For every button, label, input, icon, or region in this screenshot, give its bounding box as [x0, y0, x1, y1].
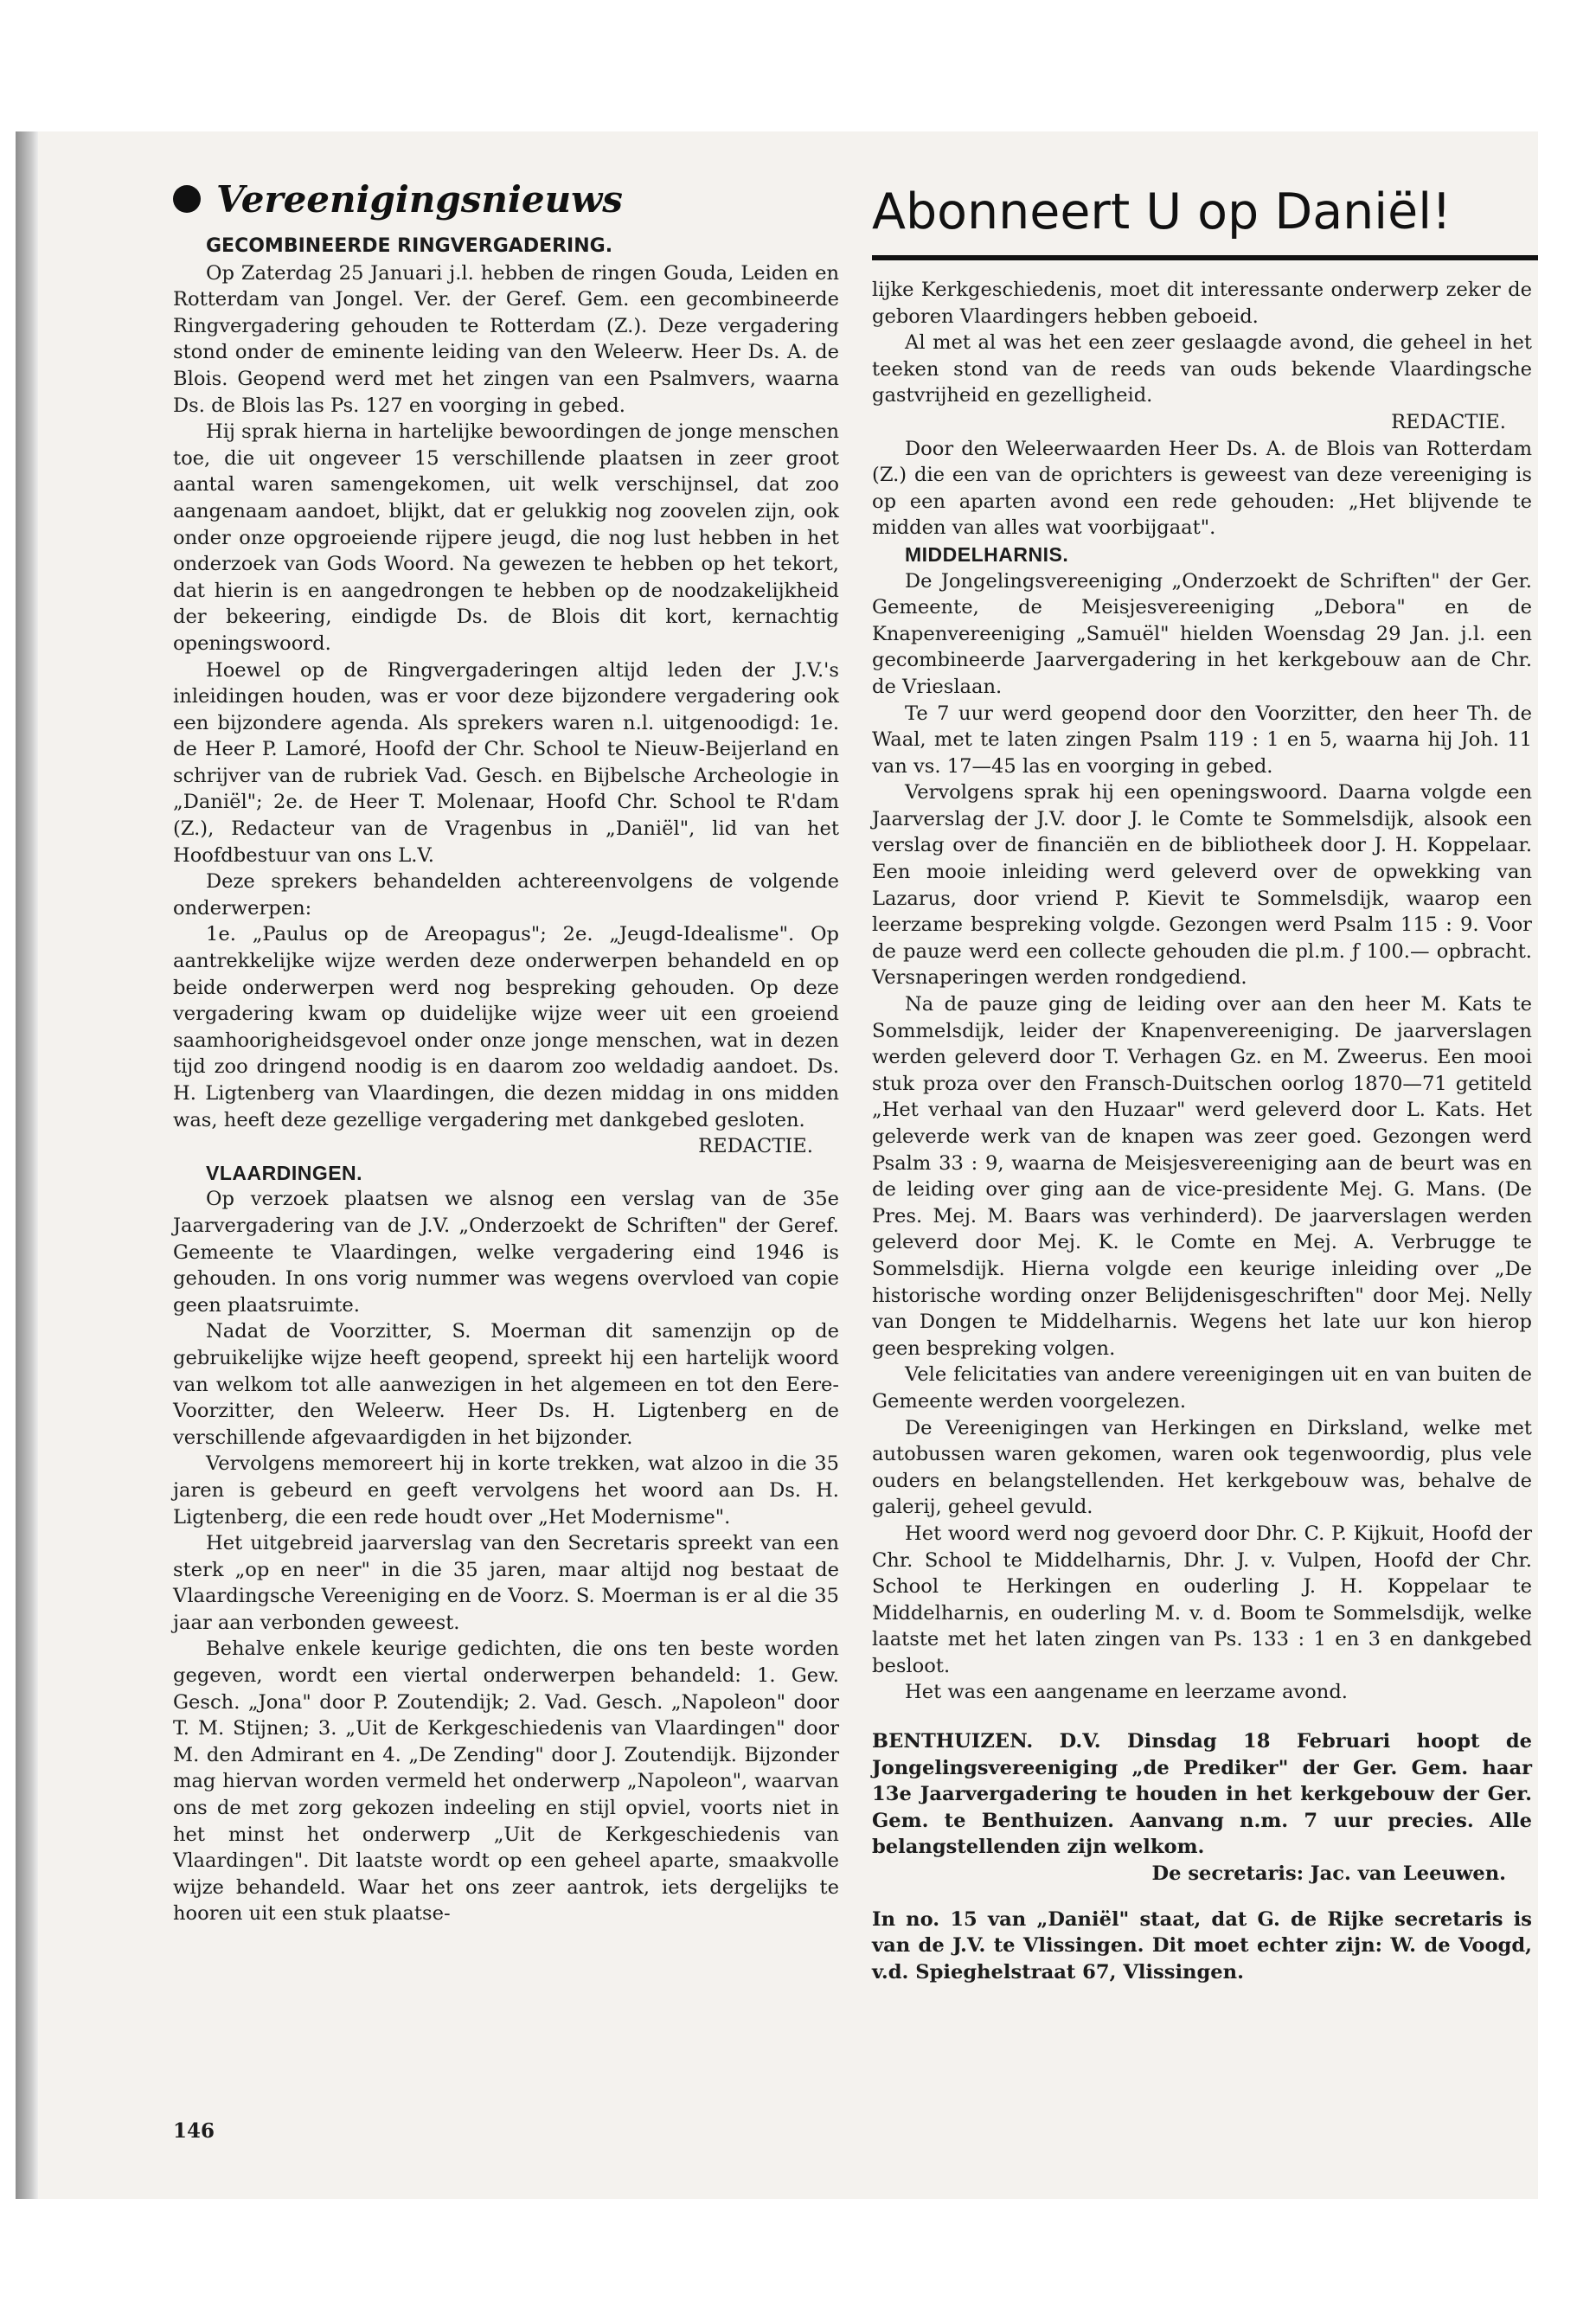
signature-redactie: REDACTIE.	[698, 1135, 813, 1158]
paragraph: 1e. „Paulus op de Areopagus"; 2e. „Jeugd-Idealisme". Op aantrekkelijke wijze werden deze onderwerpen behandeld en op beide onderwerpen werd nog bespreking gehouden. Op deze vergadering kwam op duidelijke wijze weer uit een groeiend saamhoorigheidsgevoel onder onze jonge menschen, wat in dezen tijd zoo dringend noodig is en daarom zoo weldadig aandoet. Ds. H. Ligtenberg van Vlaardingen, die dezen middag in ons midden was, heeft deze gezellige vergadering met dankgebed gesloten.	[173, 923, 839, 1131]
heading-ringvergadering: GECOMBINEERDE RINGVERGADERING.	[206, 235, 613, 257]
page-spine-shadow	[16, 131, 38, 2199]
notice-text: In no. 15 van „Daniël" staat, dat G. de Rijke secretaris is van de J.V. te Vlissingen. Dit moet echter zijn: W. de Voogd, v.d. Spieghelstraat 67, Vlissingen.	[872, 1907, 1532, 1984]
paragraph: Door den Weleerwaarden Heer Ds. A. de Blois van Rotterdam (Z.) die een van de oprichters is geweest van deze vereeniging is op een aparten avond een rede gehouden: „Het blijvende te midden van alles wat voorbijgaat".	[872, 437, 1532, 540]
section-header	[173, 173, 623, 225]
paragraph: Het uitgebreid jaarverslag van den Secretaris spreekt van een sterk „op en neer" in die 35 jaren, maar altijd nog bestaat de Vlaardingsche Vereeniging en de Voorz. S. Moerman is er al die 35 jaar aan verbonden geweest.	[173, 1532, 839, 1634]
paragraph: Vervolgens memoreert hij in korte trekken, wat alzoo in die 35 jaren is gebeurd en geeft vervolgens het woord aan Ds. H. Ligtenberg, die een rede houdt over „Het Modernisme".	[173, 1452, 839, 1529]
heading-middelharnis: MIDDELHARNIS.	[905, 542, 1069, 566]
paragraph: Al met al was het een zeer geslaagde avond, die geheel in het teeken stond van de reeds van ouds bekende Vlaardingsche gastvrijheid en gezelligheid.	[872, 331, 1532, 407]
banner-rule	[872, 255, 1538, 260]
paragraph: De Vereenigingen van Herkingen en Dirksland, welke met autobussen waren gekomen, waren ook tegenwoordig, plus vele ouders en belangstellenden. Het kerkgebouw was, behalve de galerij, geheel gevuld.	[872, 1416, 1532, 1519]
paragraph: Op Zaterdag 25 Januari j.l. hebben de ringen Gouda, Leiden en Rotterdam van Jongel. Ver. der Geref. Gem. een gecombineerde Ringvergadering gehouden te Rotterdam (Z.). Deze vergadering stond onder de eminente leiding van den Weleerw. Heer Ds. A. de Blois. Geopend werd met het zingen van een Psalmvers, waarna Ds. de Blois las Ps. 127 en voorging in gebed.	[173, 261, 839, 417]
paragraph: Na de pauze ging de leiding over aan den heer M. Kats te Sommelsdijk, leider der Knapenvereeniging. De jaarverslagen werden geleverd door T. Verhagen Gz. en M. Zweerus. Een mooi stuk proza over den Fransch-Duitschen oorlog 1870—71 getiteld „Het verhaal van den Huzaar" werd geleverd door L. Kats. Het geleverde werk van de knapen was zeer goed. Gezongen werd Psalm 33 : 9, waarna de Meisjesvereeniging aan de beurt was en de leiding over ging aan de vice-presidente Mej. G. Mans. (De Pres. Mej. M. Baars was verhinderd). De jaarverslagen werden geleverd door Mej. K. le Comte en Mej. A. Verbrugge te Sommelsdijk. Hierna volgde een keurige inleiding over „De historische wording onzer Belijdenisgeschriften" door Mej. Nelly van Dongen te Middelharnis. Wegens het late uur kon hierop geen bespreking volgen.	[872, 993, 1532, 1360]
page-number: 146	[173, 2119, 215, 2143]
paragraph: Deze sprekers behandelden achtereenvolgens de volgende onderwerpen:	[173, 870, 839, 920]
paragraph: Te 7 uur werd geopend door den Voorzitter, den heer Th. de Waal, met te laten zingen Psalm 119 : 1 en 5, waarna hij Joh. 11 van vs. 17—45 las en voorging in gebed.	[872, 702, 1532, 778]
notice-correction	[872, 1907, 1532, 1986]
paragraph: Nadat de Voorzitter, S. Moerman dit samenzijn op de gebruikelijke wijze heeft geopend, spreekt hij een hartelijk woord van welkom tot alle aanwezigen in het algemeen en tot den Eere-Voorzitter, den Weleerw. Heer Ds. H. Ligtenberg en de verschillende afgevaardigden in het bijzonder.	[173, 1320, 839, 1449]
right-column	[872, 277, 1532, 1985]
subscribe-banner: Abonneert U op Daniël!	[872, 183, 1452, 240]
paragraph: Vervolgens sprak hij een openingswoord. Daarna volgde een Jaarverslag der J.V. door J. le Comte te Sommelsdijk, alsook een verslag over de financiën en de bibliotheek door J. H. Koppelaar. Een mooie inleiding werd geleverd over de opwekking van Lazarus, door vriend P. Kievit te Sommelsdijk, waarop een leerzame bespreking volgde. Gezongen werd Psalm 115 : 9. Voor de pauze werd een collecte gehouden die pl.m. ƒ 100.— opbracht. Versnaperingen werden rondgediend.	[872, 781, 1532, 990]
notice-benthuizen	[872, 1728, 1532, 1888]
heading-vlaardingen: VLAARDINGEN.	[206, 1161, 363, 1184]
paragraph: Het woord werd nog gevoerd door Dhr. C. P. Kijkuit, Hoofd der Chr. School te Middelharnis, Dhr. J. v. Vulpen, Hoofd der Chr. School te Herkingen en ouderling J. H. Koppelaar te Middelharnis, en ouderling M. v. d. Boom te Sommelsdijk, welke laatste met het laten zingen van Ps. 133 : 1 en 3 en dankgebed besloot.	[872, 1522, 1532, 1677]
paragraph: Het was een aangename en leerzame avond.	[905, 1681, 1348, 1704]
signature-redactie: REDACTIE.	[1391, 410, 1506, 433]
notice-signature: De secretaris: Jac. van Leeuwen.	[1151, 1862, 1506, 1886]
paragraph: Op verzoek plaatsen we alsnog een verslag van de 35e Jaarvergadering van de J.V. „Onderzoekt de Schriften" der Geref. Gemeente te Vlaardingen, welke vergadering eind 1946 is gehouden. In ons vorig nummer was wegens overvloed van copie geen plaatsruimte.	[173, 1188, 839, 1317]
paragraph: Behalve enkele keurige gedichten, die ons ten beste worden gegeven, wordt een viertal onderwerpen behandeld: 1. Gew. Gesch. „Jona" door P. Zoutendijk; 2. Vad. Gesch. „Napoleon" door T. M. Stijnen; 3. „Uit de Kerkgeschiedenis van Vlaardingen" door M. den Admirant en 4. „De Zending" door J. Zoutendijk. Bijzonder mag hiervan worden vermeld het onderwerp „Napoleon", waarvan ons de met zorg gekozen indeeling en stijl opviel, voorts niet in het minst het onderwerp „Uit de Kerkgeschiedenis van Vlaardingen". Dit laatste wordt op een geheel aparte, smaakvolle wijze behandeld. Waar het ons zeer aantrok, iets dergelijks te hooren uit een stuk plaatse-	[173, 1638, 839, 1926]
left-column	[173, 234, 839, 1927]
paragraph: Hij sprak hierna in hartelijke bewoordingen de jonge menschen toe, die uit ongeveer 15 verschillende plaatsen in zeer groot aantal waren samengekomen, uit welk verschijnsel, dat zoo aangenaam aandoet, blijkt, dat er gelukkig nog zoovelen zijn, ook onder onze opgroeiende rijpere jeugd, die nog lust hebben in het onderzoek van Gods Woord. Na gewezen te hebben op het tekort, dat hierin is en aangedrongen te hebben op de noodzakelijkheid der bekeering, eindigde Ds. de Blois dit kort, kernachtig openingswoord.	[173, 420, 839, 655]
paragraph: De Jongelingsvereeniging „Onderzoekt de Schriften" der Ger. Gemeente, de Meisjesvereeniging „Debora" en de Knapenvereeniging „Samuël" hielden Woensdag 29 Jan. j.l. een gecombineerde Jaarvergadering in het kerkgebouw aan de Chr. de Vrieslaan.	[872, 569, 1532, 698]
section-title: Vereenigingsnieuws	[216, 177, 623, 221]
paragraph: lijke Kerkgeschiedenis, moet dit interessante onderwerp zeker de geboren Vlaardingers hebben geboeid.	[872, 279, 1532, 328]
paragraph: Hoewel op de Ringvergaderingen altijd leden der J.V.'s inleidingen houden, was er voor deze bijzondere vergadering ook een bijzondere agenda. Als sprekers waren n.l. uitgenoodigd: 1e. de Heer P. Lamoré, Hoofd der Chr. School te Nieuw-Beijerland en schrijver van de rubriek Vad. Gesch. en Bijbelsche Archeologie in „Daniël"; 2e. de Heer T. Molenaar, Hoofd Chr. School te R'dam (Z.), Redacteur van de Vragenbus in „Daniël", lid van het Hoofdbestuur van ons L.V.	[173, 658, 839, 867]
notice-text: BENTHUIZEN. D.V. Dinsdag 18 Februari hoopt de Jongelingsvereeniging „de Prediker" der Ger. Gem. haar 13e Jaarvergadering te houden in het kerkgebouw der Ger. Gem. te Benthuizen. Aanvang n.m. 7 uur precies. Alle belangstellenden zijn welkom.	[872, 1730, 1532, 1859]
bullet-icon	[173, 185, 201, 213]
paragraph: Vele felicitaties van andere vereenigingen uit en van buiten de Gemeente werden voorgelezen.	[872, 1363, 1532, 1413]
